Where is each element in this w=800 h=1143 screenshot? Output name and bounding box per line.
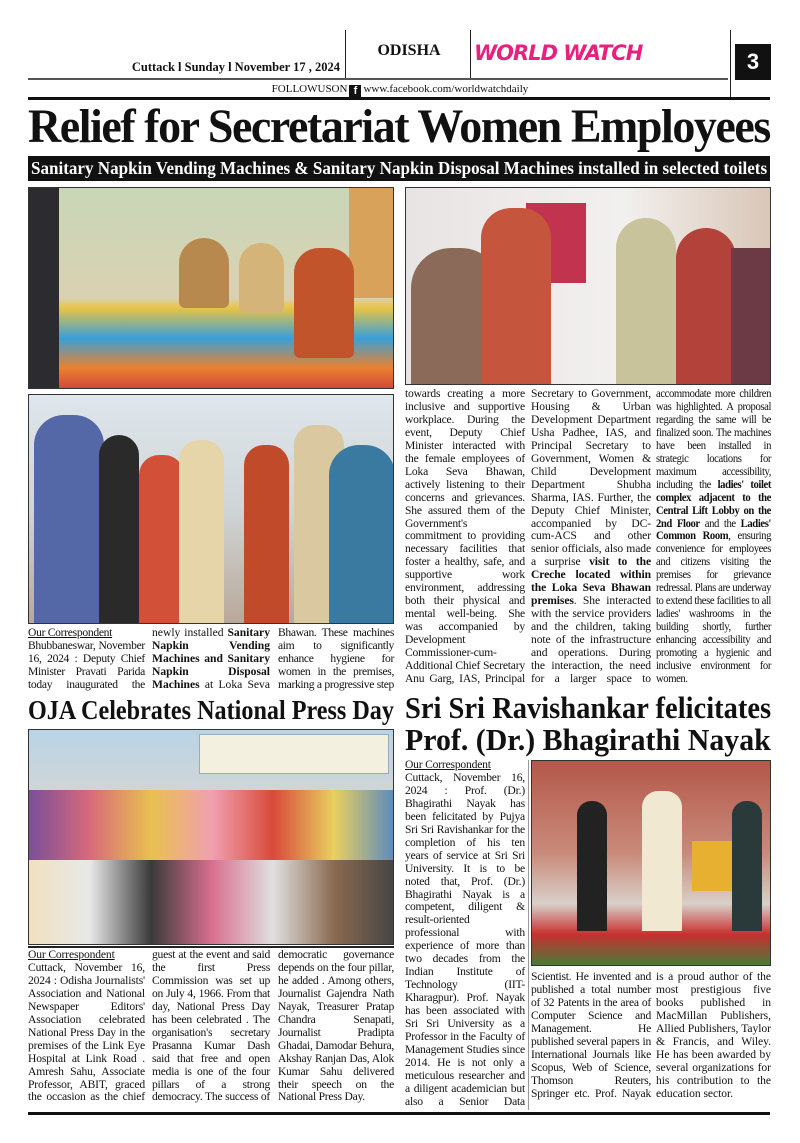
body-text: is a proud author of the most prestigious five books published in MacMillan Publishers, Allied Publishers, Taylor & Francis, and Wiley. He has been awarded by several organizations for his contribution to the education sector. [656, 970, 771, 1100]
body-text: democratic governance depends on the four pillar, he added . Among others, Journalist Gajendra Nath Nayak, Treasurer Pratap Chandra Senapati, Journalist Pradipta Ghadai, Damodar Behura, Akshay Ranjan Das, Alok Kumar Sahu delivered their speech on the National Press Day. [278, 948, 394, 1104]
photo-employees-group [28, 394, 394, 624]
oja-byline: Our Correspondent [28, 948, 115, 961]
body-text: Cuttack, November 16, 2024 : Odisha Journalists' Association and National Newspaper Editors' Association celebrated National Press Day in the premises of the Link Eye Hospital at Link Road . Amresh Sahu, Associate Professor, ABIT, graced the occasion as the chief [28, 960, 145, 1104]
oja-headline-box [28, 695, 394, 725]
section-title: ODISHA [377, 42, 441, 59]
facebook-icon: f [349, 85, 361, 97]
lead-headline: Relief for Secretariat Women Employees [28, 100, 770, 153]
body-text: at Loka Seva [199, 677, 270, 691]
oja-column-1 [28, 949, 145, 1104]
lead-byline: Our Correspondent [28, 626, 113, 639]
lead-column-1 [28, 627, 145, 692]
body-text: . She interacted with the service providers and the children, taking note of the infrastructure and operations. During the interaction, the need for a larger space to [531, 594, 651, 685]
sri-headline-line: Sri Sri Ravishankar felicitates [405, 690, 772, 725]
page-number: 3 [735, 44, 771, 80]
oja-column-3 [278, 949, 394, 1104]
lead-subheadline: Sanitary Napkin Vending Machines & Sanitary Napkin Disposal Machines installed in selected toilets [31, 158, 768, 178]
body-text: guest at the event and said the first Press Commission was set up on July 4, 1966. From that day, National Press Day has been celebrated . The organisation's secretary Prasanna Kumar Dash said that free and open media is one of the four pillars of a strong democracy. The success of [152, 948, 270, 1104]
body-text: Secretary to Government, Housing & Urban Development Department Usha Padhee, IAS, and Principal Secretary to Government, Women & Child Development Department Shubha Sharma, IAS. Further, the Deputy Chief Minister, accompanied by DC-cum-ACS and other senior officials, also made a surprise [531, 387, 651, 569]
body-text: Bhawan. These machines aim to significantly enhance hygiene for women in the premises, marking a progressive step [278, 626, 394, 691]
sri-column-2 [531, 971, 651, 1101]
sri-column-1 [405, 759, 525, 1109]
body-text: accommodate more children was highlighted. A proposal regarding the same will be finalized soon. The machines have been installed in strategic locations for maximum accessibility, including the [656, 387, 771, 491]
masthead-divider [345, 30, 346, 80]
photo-felicitation [531, 760, 771, 966]
body-text: Scientist. He invented and published a total number of 32 Patents in the area of Computer Science and Management. He published several papers in International Journals like Scopus, Web of Science, Thomson Reuters, Springer etc. Prof. Nayak [531, 970, 651, 1100]
lead-column-6 [656, 388, 771, 686]
bold-text: visit to the Creche located within the Loka Seva Bhawan premises [531, 555, 651, 608]
body-text: Cuttack, November 16, 2024 : Prof. (Dr.) Bhagirathi Nayak has been felicitated by Pujya Sri Sri Ravishankar for the completion of his ten years of service at Sri Sri University. It is to be noted that, Prof. (Dr.) Bhagirathi Nayak is a competent, diligent & result-oriented professional with experience of more than two decades from the Indian Institute of Technology (IIT-Kharagpur). Prof. Nayak has been associated with Sri Sri University as a Professor in the Faculty of Management Studies since 2014. He is not only a meticulous researcher and a diligent academician but also a Senior Data [405, 770, 525, 1108]
lead-column-4 [405, 388, 525, 686]
facebook-link[interactable]: www.facebook.com/worldwatchdaily [363, 83, 529, 95]
sri-headline-line: Prof. (Dr.) Bhagirathi Nayak [405, 722, 771, 757]
photo-inauguration [405, 187, 771, 385]
body-text: Bhubbaneswar, November 16, 2024 : Deputy Chief Minister Pravati Parida today inaugurated the [28, 638, 145, 691]
oja-headline: OJA Celebrates National Press Day [28, 695, 394, 725]
body-text: , ensuring convenience for employees and citizens visiting the premises for grievance redressal. Plans are underway to extend these facilities to all ladies' washrooms in the building shortly, further enhancing accessibility and promoting a hygienic and inclusive environment for women. [656, 529, 771, 685]
sri-byline: Our Correspondent [405, 758, 491, 771]
lead-headline-box [28, 100, 770, 154]
bold-text: Sanitary Napkin Vending Machines and Sanitary Napkin Disposal Machines [152, 626, 270, 691]
date-line: Cuttack l Sunday l November 17 , 2024 [131, 60, 340, 74]
follow-label: FOLLOWUSON [271, 83, 348, 95]
column-divider [528, 760, 529, 1110]
sri-headline [405, 692, 771, 756]
bold-text: Ladies' Common Room [656, 516, 771, 543]
body-text: newly installed [152, 626, 228, 639]
lead-subheadline-bar [28, 156, 770, 181]
lead-column-3 [278, 627, 394, 692]
sri-column-3 [656, 971, 771, 1101]
newspaper-logo: WORLD WATCH [474, 41, 643, 65]
footer-rule [28, 1112, 770, 1115]
masthead-divider [470, 30, 471, 80]
follow-us-line [200, 82, 600, 97]
lead-column-5 [531, 388, 651, 686]
photo-creche-visit [28, 187, 394, 389]
masthead-rule [28, 78, 728, 80]
body-text: towards creating a more inclusive and supportive workplace. During the event, Deputy Chief Minister interacted with the female employees of Loka Seva Bhawan, actively listening to their concerns and grievances. She assured them of the Government's commitment to providing necessary facilities that foster a healthy, safe, and supportive work environment, addressing both their physical and mental well-being. She was accompanied by Development Commissioner-cum-Additional Chief Secretary Anu Garg, IAS, Principal [405, 387, 525, 685]
oja-column-2 [152, 949, 270, 1104]
body-text: and the [699, 516, 741, 530]
masthead-divider [730, 30, 731, 100]
lead-column-2 [152, 627, 270, 692]
bold-text: ladies' toilet complex adjacent to the Central Lift Lobby on the 2nd Floor [656, 477, 771, 530]
photo-press-day-group [28, 729, 394, 945]
